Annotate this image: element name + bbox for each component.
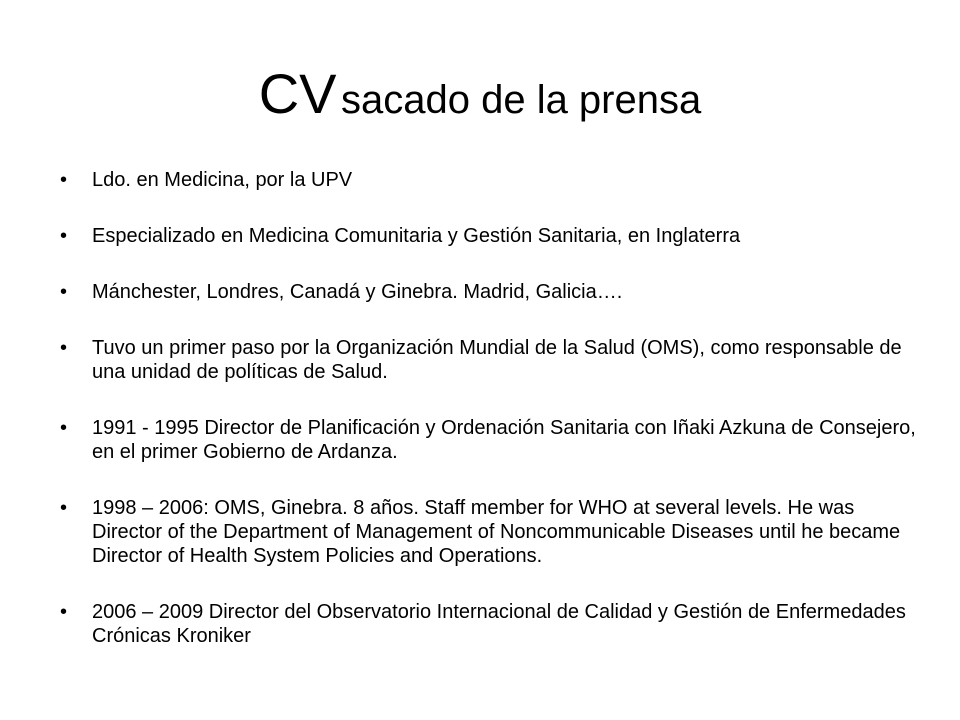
bullet-text: Especializado en Medicina Comunitaria y Gestión Sanitaria, en Inglaterra (92, 225, 741, 247)
title-sub: sacado de la prensa (340, 78, 702, 122)
bullet-icon: • (60, 337, 68, 359)
bullet-item (60, 416, 920, 464)
bullet-item (60, 336, 920, 384)
bullet-text: 2006 – 2009 Director del Observatorio Internacional de Calidad y Gestión de Enfermedades Crónicas Kroniker (92, 601, 906, 647)
bullet-item (60, 496, 920, 568)
bullet-icon: • (60, 225, 68, 247)
bullet-item (60, 600, 920, 648)
bullet-icon: • (60, 497, 68, 519)
bullet-icon: • (60, 601, 68, 623)
bullet-list (60, 168, 920, 680)
title-main: CV (258, 62, 337, 125)
bullet-text: Ldo. en Medicina, por la UPV (92, 169, 353, 191)
bullet-text: 1998 – 2006: OMS, Ginebra. 8 años. Staff member for WHO at several levels. He was Director of the Department of Management of Noncommunicable Diseases until he became Director of Health System Policies and Operations. (92, 497, 901, 567)
bullet-text: 1991 - 1995 Director de Planificación y Ordenación Sanitaria con Iñaki Azkuna de Consejero, en el primer Gobierno de Ardanza. (92, 417, 916, 463)
bullet-icon: • (60, 169, 68, 191)
bullet-item (60, 168, 920, 192)
bullet-item (60, 280, 920, 304)
bullet-item (60, 224, 920, 248)
slide-title (0, 62, 960, 125)
bullet-text: Mánchester, Londres, Canadá y Ginebra. Madrid, Galicia…. (92, 281, 623, 303)
bullet-icon: • (60, 281, 68, 303)
bullet-text: Tuvo un primer paso por la Organización Mundial de la Salud (OMS), como responsable de una unidad de políticas de Salud. (92, 337, 902, 383)
bullet-icon: • (60, 417, 68, 439)
